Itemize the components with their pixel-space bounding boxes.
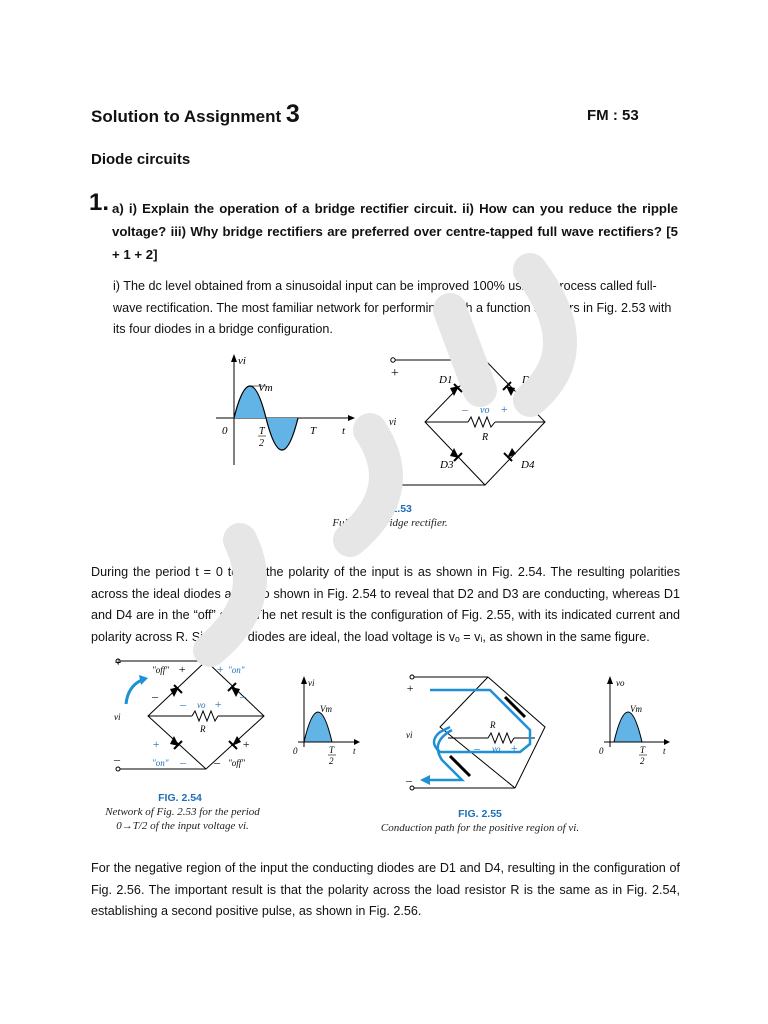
- vo-label: vo: [492, 744, 501, 754]
- d4-label: D4: [521, 459, 535, 471]
- paragraph-2: During the period t = 0 to T/2 the polarity of the input is as shown in Fig. 2.54. The resulting polarities across the ideal diodes are also shown in Fig. 2.54 to reveal that D2 and D3 are conducting, whereas D1 and D4 are in the “off” state. The net result is the configuration of Fig. 2.55, with its indicated current and polarity across R. Since the diodes are ideal, the load voltage is vₒ = vᵢ, as shown in the same figure.: [91, 565, 680, 644]
- t-label: t: [353, 746, 356, 756]
- plus-1: +: [178, 662, 187, 676]
- vi-label: vi: [406, 730, 413, 740]
- t-label: t: [663, 746, 666, 756]
- vo-minus: –: [474, 741, 480, 755]
- fig-2-53-diagram: [200, 350, 570, 495]
- fig-2-54-diagram: [104, 656, 272, 776]
- zero-label: 0: [599, 746, 604, 756]
- minus-2: –: [240, 689, 246, 703]
- input-minus: –: [406, 773, 412, 787]
- minus-4: –: [214, 755, 220, 769]
- input-label: vi: [389, 417, 397, 428]
- t-num: T: [640, 745, 646, 755]
- plus-4: +: [242, 737, 251, 751]
- plus-2: +: [216, 662, 225, 676]
- vi-label: vi: [114, 712, 121, 722]
- d2-label: D2: [522, 374, 536, 386]
- fig-2-54-caption: FIG. 2.54: [158, 792, 202, 804]
- on-label-1: "on": [228, 665, 245, 675]
- period-label: T: [310, 425, 317, 437]
- r-label: R: [482, 432, 489, 443]
- vi-label: vi: [238, 355, 246, 367]
- d1-label: D1: [439, 374, 453, 386]
- vm-label: Vm: [258, 382, 273, 394]
- input-waveform: [290, 672, 365, 767]
- input-plus: +: [406, 681, 415, 695]
- off-label-2: "off": [228, 758, 246, 768]
- t-axis-label: t: [342, 425, 346, 437]
- vo-minus: –: [180, 697, 186, 711]
- r-label: R: [490, 720, 496, 730]
- vo-label: vo: [616, 678, 625, 688]
- t-den: 2: [329, 756, 334, 766]
- fig-2-54-subtitle-1: Network of Fig. 2.53 for the period: [105, 806, 260, 818]
- vo-label: vo: [197, 700, 206, 710]
- question-text: a) i) Explain the operation of a bridge rectifier circuit. ii) How can you reduce the ripple voltage? iii) Why bridge rectifiers are preferred over centre-tapped full wave rectifiers? [5 + 1 + 2]: [112, 201, 678, 262]
- vi-label: vi: [308, 678, 315, 688]
- diode-d4: [504, 448, 516, 461]
- t-den: 2: [640, 756, 645, 766]
- fig-2-55-diagram: [400, 672, 560, 797]
- full-marks: FM : 53: [587, 107, 639, 124]
- fig-2-53-caption: FIG. 2.53: [368, 503, 412, 515]
- fig-2-54-subtitle-2: 0→T/2 of the input voltage vi.: [116, 820, 249, 832]
- vo-minus: –: [462, 402, 468, 416]
- question-number: 1.: [89, 189, 110, 216]
- fig-2-53-subtitle: Full-wave bridge rectifier.: [332, 517, 448, 529]
- title-text: Solution to Assignment: [91, 107, 286, 126]
- paragraph-3: For the negative region of the input the conducting diodes are D1 and D4, resulting in the configuration of Fig. 2.56. The important result is that the polarity across the load resistor R is the same as in Fig. 2.54, establishing a second positive pulse, as shown in Fig. 2.56.: [91, 861, 680, 918]
- fig-2-55-caption: FIG. 2.55: [458, 808, 502, 820]
- vo-label: vo: [480, 405, 490, 416]
- t-num: T: [329, 745, 335, 755]
- vm-label: Vm: [320, 704, 332, 714]
- section-heading: Diode circuits: [91, 151, 191, 168]
- vo-plus: +: [500, 402, 509, 416]
- diode-d2: [503, 382, 515, 396]
- t-half-den: 2: [259, 438, 264, 449]
- vm-label: Vm: [630, 704, 642, 714]
- plus-sign: +: [390, 366, 400, 381]
- minus-1: –: [152, 689, 158, 703]
- zero-label: 0: [222, 425, 228, 437]
- page-title: [91, 100, 300, 129]
- assignment-number: 3: [285, 100, 300, 128]
- d3-label: D3: [440, 459, 454, 471]
- vo-plus: +: [510, 741, 519, 755]
- input-minus: –: [114, 752, 120, 766]
- r-label: R: [200, 724, 206, 734]
- output-waveform: [596, 672, 676, 767]
- plus-3: +: [152, 737, 161, 751]
- on-label-2: "on": [152, 758, 169, 768]
- vo-plus: +: [214, 697, 223, 711]
- fig-2-55-subtitle: Conduction path for the positive region of vi.: [380, 822, 580, 834]
- t-half-num: T: [259, 426, 265, 437]
- zero-label: 0: [293, 746, 298, 756]
- input-plus: +: [114, 656, 123, 669]
- paragraph-1: i) The dc level obtained from a sinusoidal input can be improved 100% using a process called full-wave rectification. The most familiar network for performing such a function appears in Fig. 2.53 with its four diodes in a bridge configuration.: [113, 279, 672, 336]
- minus-sign: –: [390, 465, 397, 480]
- off-label-1: "off": [152, 665, 170, 675]
- minus-3: –: [180, 755, 186, 769]
